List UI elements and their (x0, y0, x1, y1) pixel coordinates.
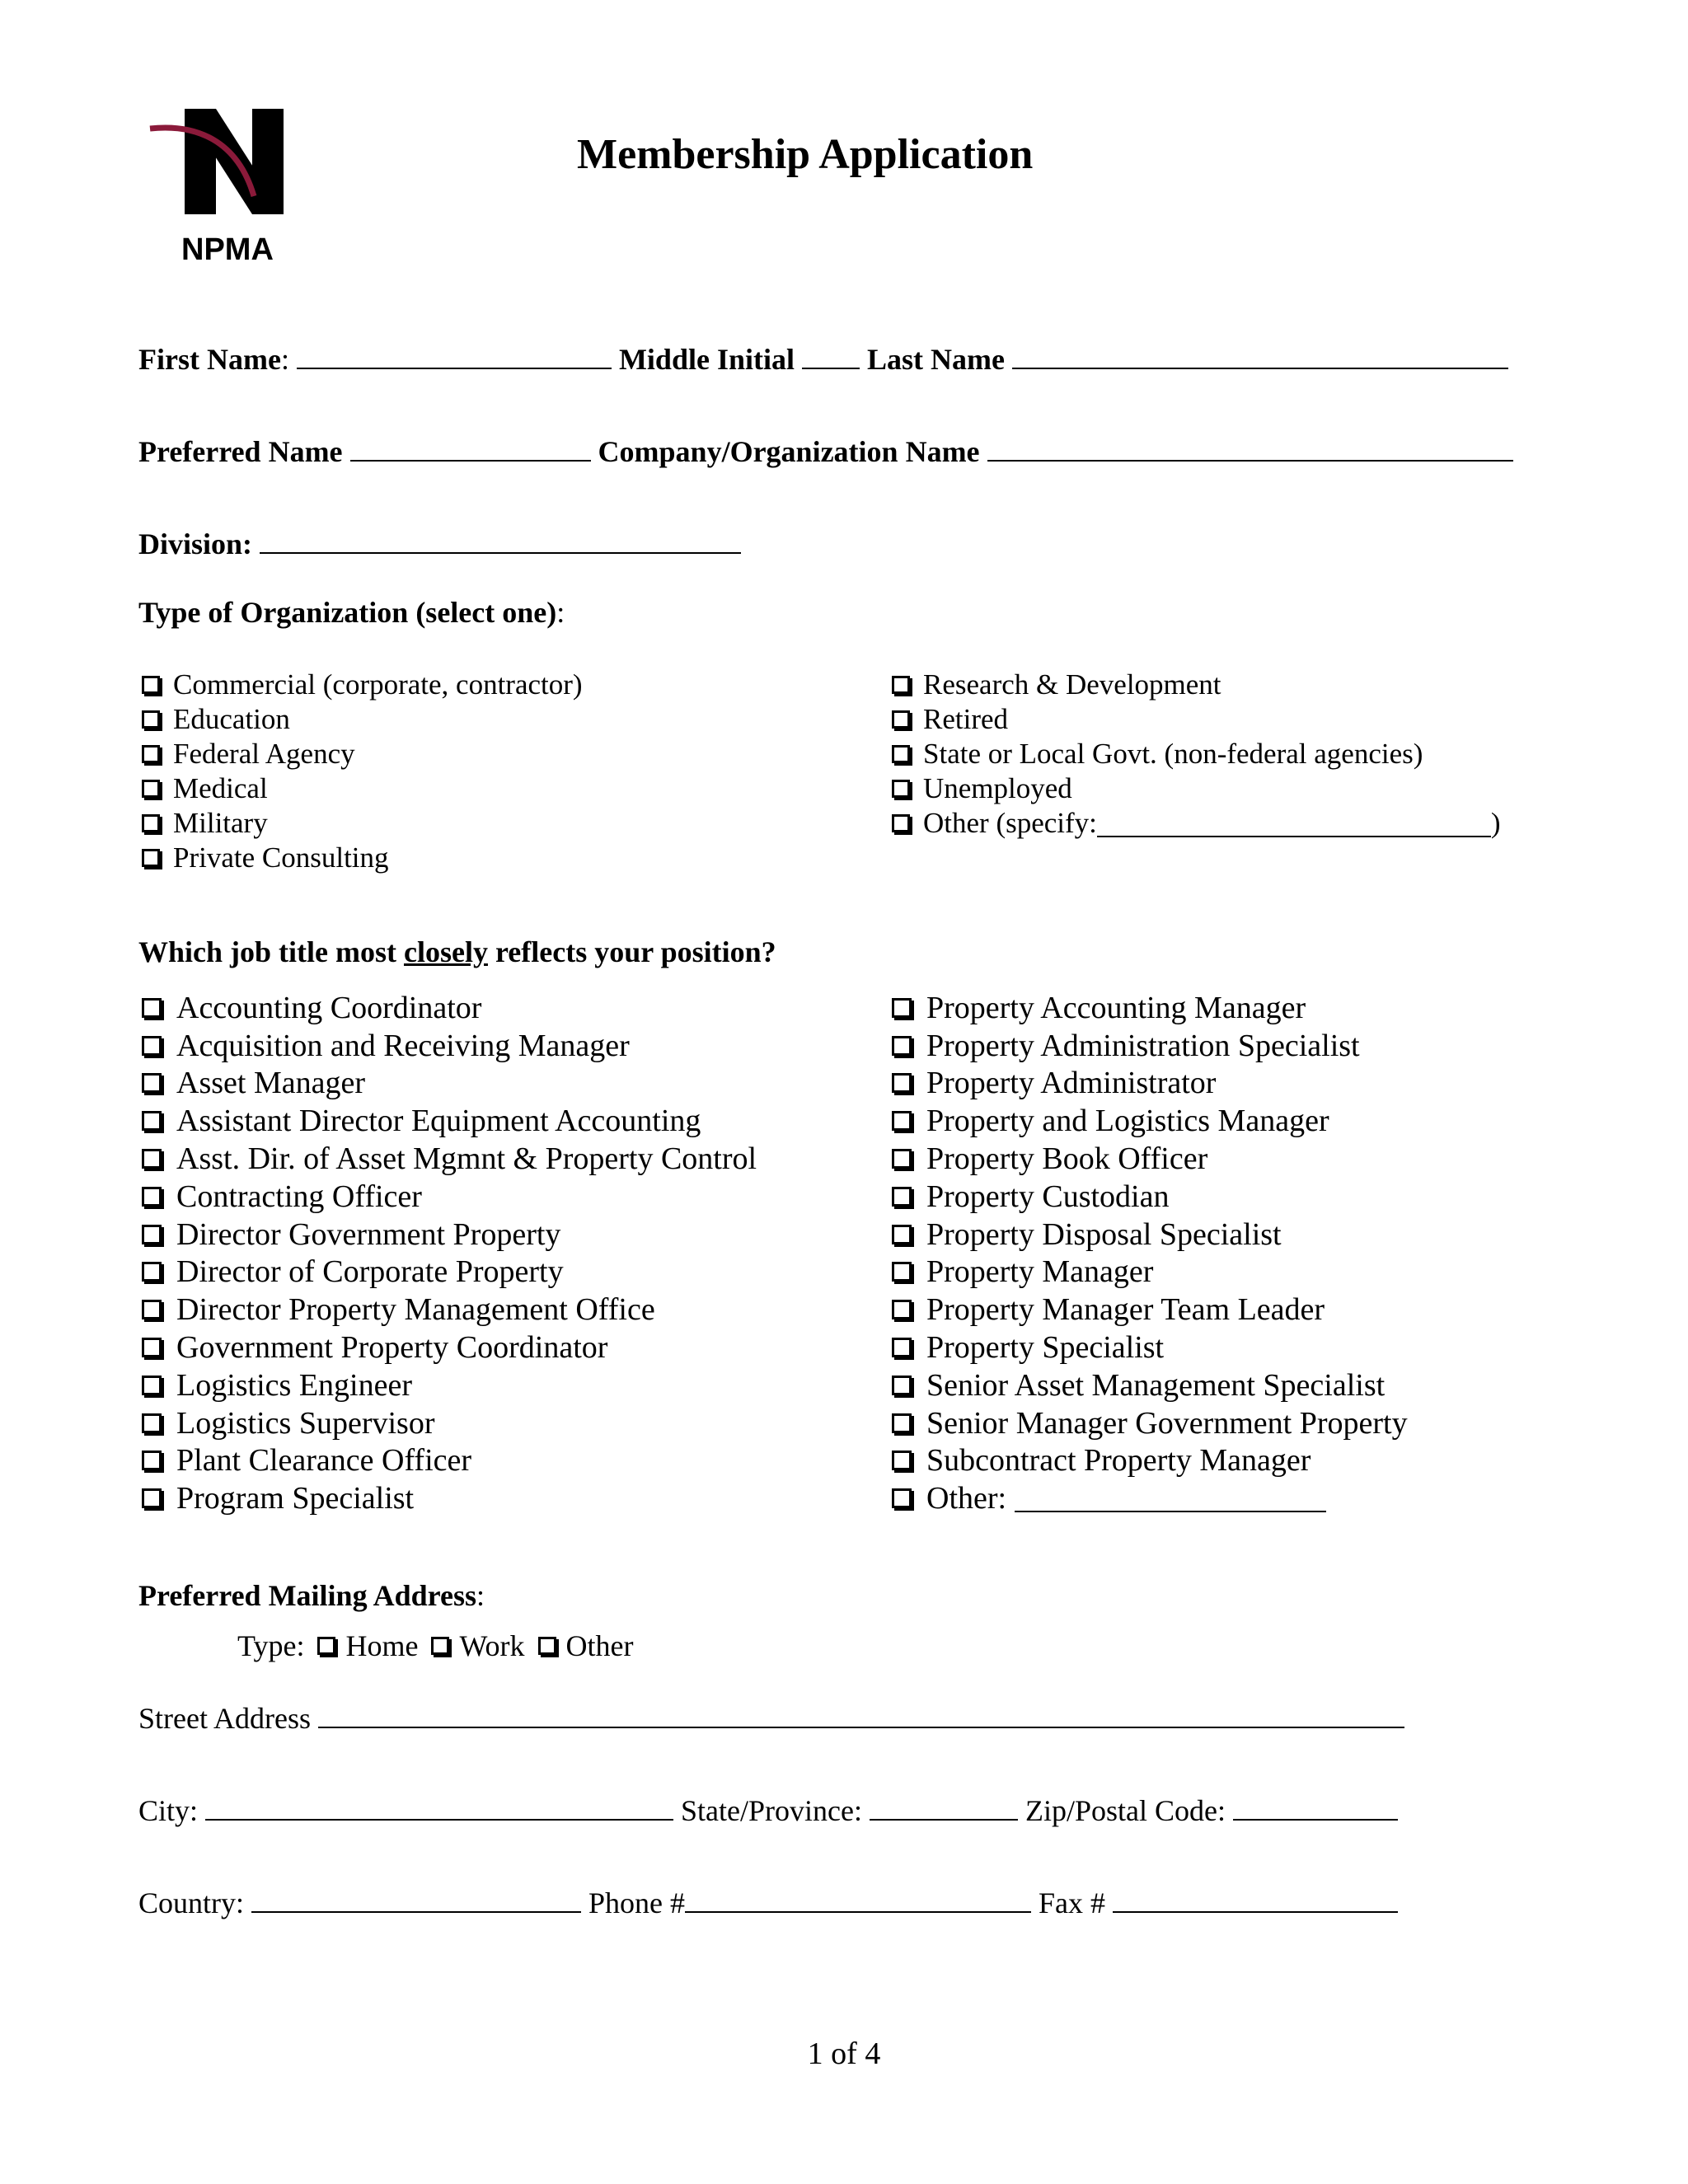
org-option[interactable]: State or Local Govt. (non-federal agencies) (892, 737, 1501, 771)
job-option[interactable]: Accounting Coordinator (142, 989, 757, 1027)
country-label: Country: (138, 1886, 245, 1919)
checkbox-icon[interactable] (142, 1149, 162, 1169)
org-option[interactable]: Federal Agency (142, 737, 583, 771)
job-option[interactable]: Senior Asset Management Specialist (892, 1366, 1408, 1404)
phone-field[interactable] (685, 1885, 1031, 1913)
checkbox-icon[interactable] (892, 1300, 912, 1319)
job-title-list-left (142, 989, 757, 1517)
checkbox-icon[interactable] (142, 745, 160, 763)
preferred-name-row (138, 434, 1513, 469)
checkbox-icon[interactable] (142, 998, 162, 1018)
org-type-heading (138, 595, 565, 630)
job-title-emphasis: closely (403, 935, 488, 968)
street-label: Street Address (138, 1702, 311, 1735)
zip-label: Zip/Postal Code: (1025, 1794, 1226, 1827)
country-field[interactable] (251, 1885, 581, 1913)
checkbox-icon[interactable] (892, 1225, 912, 1244)
org-option[interactable]: Commercial (corporate, contractor) (142, 668, 583, 702)
checkbox-icon[interactable] (892, 998, 912, 1018)
job-option[interactable]: Property Manager (892, 1254, 1408, 1291)
job-option[interactable]: Logistics Supervisor (142, 1404, 757, 1442)
company-field[interactable] (987, 434, 1513, 462)
job-option[interactable]: Plant Clearance Officer (142, 1442, 757, 1480)
fax-label: Fax # (1039, 1886, 1106, 1919)
org-option[interactable]: Private Consulting (142, 841, 583, 875)
org-option[interactable]: Education (142, 702, 583, 737)
middle-initial-label: Middle Initial (618, 343, 795, 376)
org-option[interactable]: Retired (892, 702, 1501, 737)
mailing-type-row (237, 1629, 634, 1663)
zip-field[interactable] (1233, 1793, 1398, 1821)
job-option[interactable]: Assistant Director Equipment Accounting (142, 1102, 757, 1140)
job-option[interactable]: Property Accounting Manager (892, 989, 1408, 1027)
job-option[interactable]: Asset Manager (142, 1065, 757, 1103)
job-option[interactable]: Government Property Coordinator (142, 1329, 757, 1366)
state-label: State/Province: (681, 1794, 862, 1827)
job-option[interactable]: Director Property Management Office (142, 1291, 757, 1329)
mailing-type-other: Other (565, 1629, 634, 1662)
checkbox-icon[interactable] (892, 780, 910, 798)
job-option[interactable]: Acquisition and Receiving Manager (142, 1027, 757, 1065)
last-name-field[interactable] (1012, 341, 1508, 369)
fax-field[interactable] (1113, 1885, 1398, 1913)
job-option[interactable]: Property Custodian (892, 1178, 1408, 1216)
division-label: Division: (138, 527, 253, 560)
checkbox-icon[interactable] (317, 1637, 335, 1655)
checkbox-icon[interactable] (142, 1225, 162, 1244)
checkbox-icon[interactable] (142, 1073, 162, 1093)
page-title: Membership Application (577, 131, 1034, 178)
checkbox-icon[interactable] (142, 1111, 162, 1131)
mailing-heading-text: Preferred Mailing Address (138, 1579, 476, 1612)
job-option[interactable]: Property Administration Specialist (892, 1027, 1408, 1065)
checkbox-icon[interactable] (142, 1451, 162, 1470)
checkbox-icon[interactable] (892, 1036, 912, 1056)
checkbox-icon[interactable] (142, 1376, 162, 1395)
job-option[interactable]: Director of Corporate Property (142, 1254, 757, 1291)
job-option[interactable]: Program Specialist (142, 1479, 757, 1517)
job-option[interactable]: Property Administrator (892, 1065, 1408, 1103)
phone-label: Phone # (588, 1886, 686, 1919)
job-option[interactable]: Subcontract Property Manager (892, 1442, 1408, 1480)
org-option[interactable]: Research & Development (892, 668, 1501, 702)
checkbox-icon[interactable] (142, 1413, 162, 1433)
checkbox-icon[interactable] (142, 814, 160, 832)
first-name-colon: : (280, 343, 289, 376)
checkbox-icon[interactable] (142, 780, 160, 798)
city-label: City: (138, 1794, 199, 1827)
checkbox-icon[interactable] (892, 1073, 912, 1093)
middle-initial-field[interactable] (802, 341, 860, 369)
checkbox-icon[interactable] (892, 1451, 912, 1470)
first-name-field[interactable] (297, 341, 612, 369)
mailing-heading (138, 1578, 485, 1613)
logo-text: NPMA (181, 232, 274, 267)
division-field[interactable] (260, 526, 741, 554)
org-other-field[interactable] (1097, 809, 1491, 837)
job-option[interactable]: Property Disposal Specialist (892, 1216, 1408, 1254)
checkbox-icon[interactable] (892, 710, 910, 729)
org-type-list-left (142, 668, 583, 875)
checkbox-icon[interactable] (142, 1488, 162, 1508)
job-option[interactable]: Property Manager Team Leader (892, 1291, 1408, 1329)
checkbox-icon[interactable] (142, 710, 160, 729)
page-number: 1 of 4 (807, 2036, 881, 2071)
mailing-heading-colon: : (476, 1579, 485, 1612)
checkbox-icon[interactable] (142, 1262, 162, 1282)
checkbox-icon[interactable] (892, 745, 910, 763)
checkbox-icon[interactable] (142, 1036, 162, 1056)
checkbox-icon[interactable] (142, 1300, 162, 1319)
first-name-label: First Name (138, 343, 281, 376)
company-label: Company/Organization Name (598, 435, 980, 468)
state-field[interactable] (870, 1793, 1018, 1821)
checkbox-icon[interactable] (142, 1187, 162, 1207)
checkbox-icon[interactable] (142, 1338, 162, 1357)
checkbox-icon[interactable] (892, 1262, 912, 1282)
city-row (138, 1793, 1398, 1828)
city-field[interactable] (205, 1793, 673, 1821)
job-option[interactable]: Property Book Officer (892, 1140, 1408, 1178)
npma-logo-mark-icon (138, 99, 295, 235)
org-option[interactable]: Medical (142, 771, 583, 806)
job-option-other[interactable]: Other: (892, 1479, 1408, 1517)
checkbox-icon[interactable] (142, 676, 160, 694)
checkbox-icon[interactable] (892, 1413, 912, 1433)
name-row (138, 341, 1508, 377)
job-option[interactable]: Senior Manager Government Property (892, 1404, 1408, 1442)
street-row (138, 1700, 1404, 1736)
org-option-other[interactable]: Other (specify: ) (892, 806, 1501, 841)
job-option[interactable]: Property Specialist (892, 1329, 1408, 1366)
country-row (138, 1885, 1398, 1920)
checkbox-icon[interactable] (892, 1488, 912, 1508)
job-option[interactable]: Director Government Property (142, 1216, 757, 1254)
org-type-heading-colon: : (556, 596, 565, 629)
checkbox-icon[interactable] (892, 1111, 912, 1131)
job-option[interactable]: Logistics Engineer (142, 1366, 757, 1404)
org-option[interactable]: Military (142, 806, 583, 841)
mailing-type-home: Home (345, 1629, 419, 1662)
mailing-type-work: Work (459, 1629, 525, 1662)
job-other-field[interactable] (1015, 1484, 1326, 1512)
preferred-name-label: Preferred Name (138, 435, 343, 468)
checkbox-icon[interactable] (892, 1149, 912, 1169)
mailing-type-label: Type: (237, 1629, 305, 1662)
checkbox-icon[interactable] (892, 1187, 912, 1207)
org-option[interactable]: Unemployed (892, 771, 1501, 806)
job-option[interactable]: Contracting Officer (142, 1178, 757, 1216)
street-field[interactable] (318, 1700, 1404, 1728)
checkbox-icon[interactable] (892, 676, 910, 694)
org-type-heading-text: Type of Organization (select one) (138, 596, 557, 629)
checkbox-icon[interactable] (538, 1637, 556, 1655)
org-type-list-right (892, 668, 1501, 841)
checkbox-icon[interactable] (892, 814, 910, 832)
checkbox-icon[interactable] (431, 1637, 449, 1655)
npma-logo (138, 99, 295, 268)
checkbox-icon[interactable] (892, 1338, 912, 1357)
checkbox-icon[interactable] (892, 1376, 912, 1395)
job-option[interactable]: Property and Logistics Manager (892, 1102, 1408, 1140)
job-title-heading: Which job title most closely reflects your position? (138, 935, 776, 968)
job-option[interactable]: Asst. Dir. of Asset Mgmnt & Property Control (142, 1140, 757, 1178)
checkbox-icon[interactable] (142, 849, 160, 867)
job-title-list-right (892, 989, 1408, 1517)
preferred-name-field[interactable] (350, 434, 591, 462)
division-row (138, 526, 741, 561)
last-name-label: Last Name (866, 343, 1005, 376)
